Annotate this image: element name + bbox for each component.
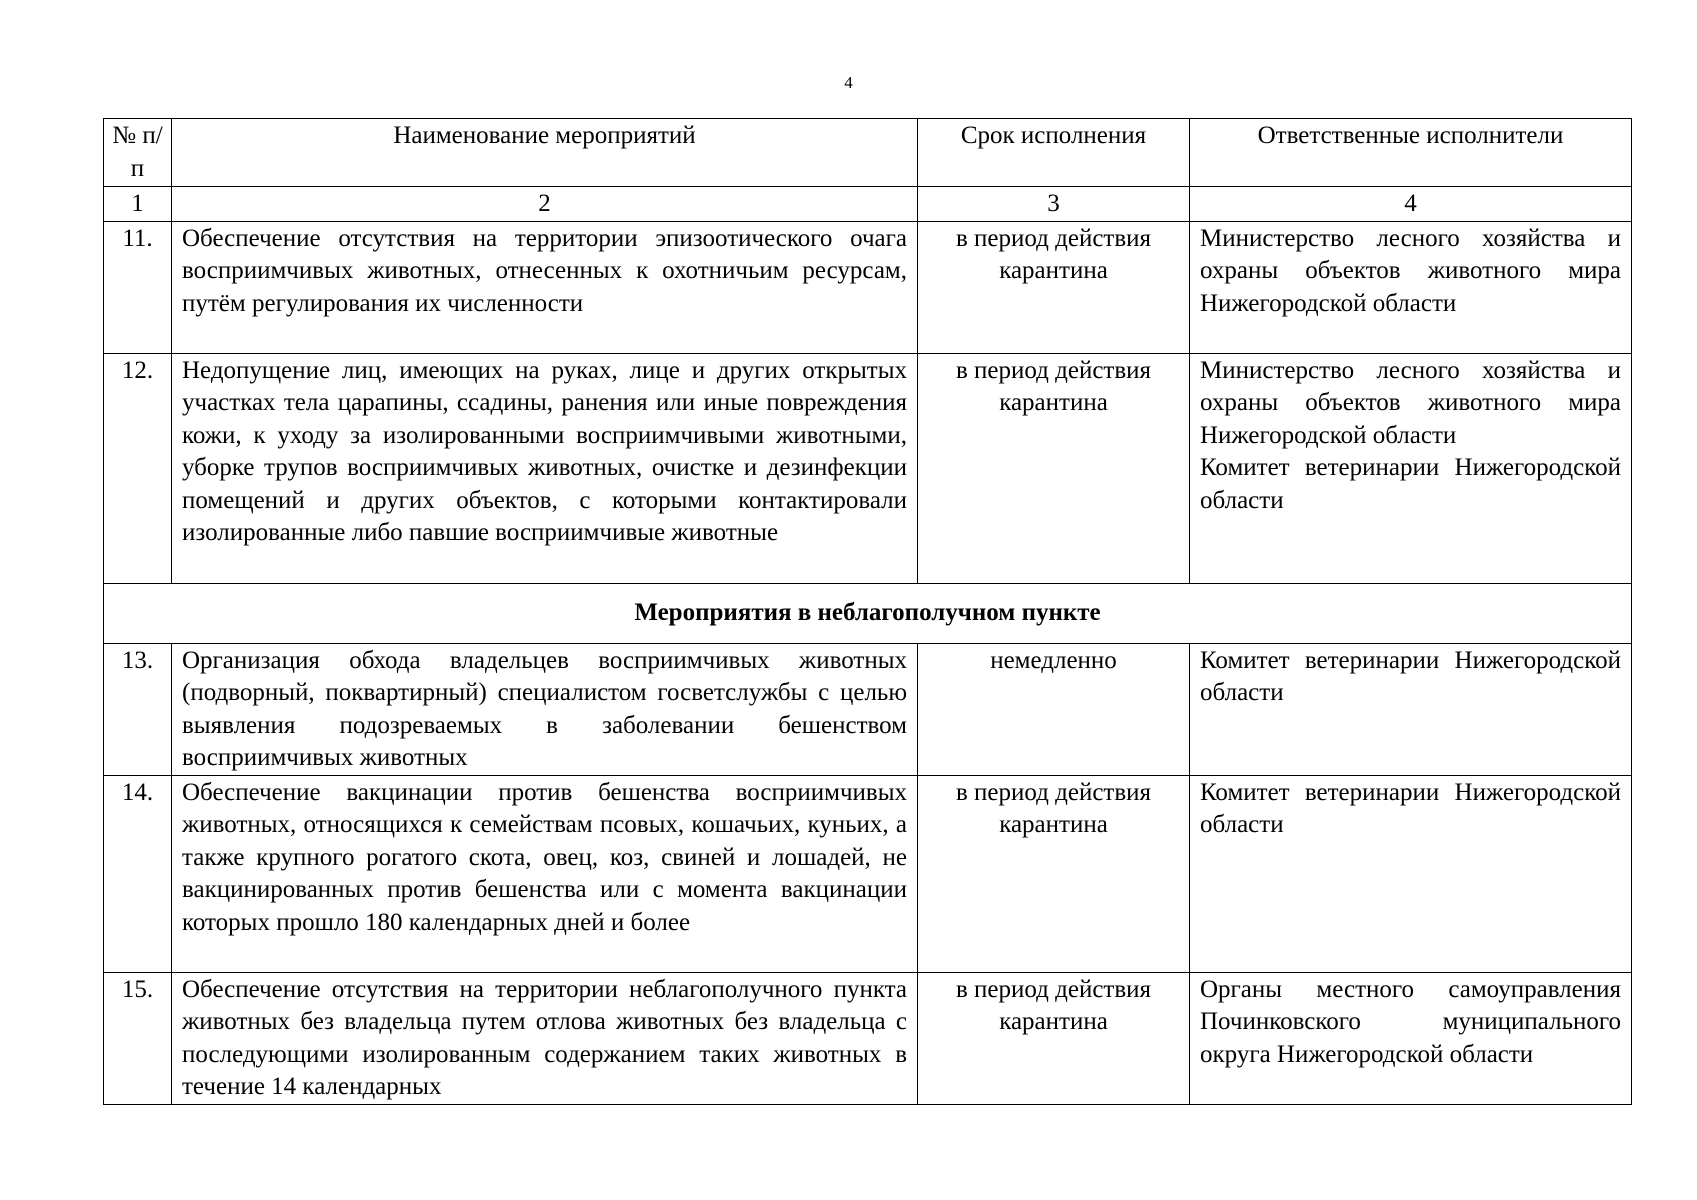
responsible (1190, 353, 1632, 583)
responsible-line: Министерство лесного хозяйства и охраны объектов животного мира Нижегородской области (1200, 224, 1621, 317)
deadline: в период действия карантина (918, 353, 1190, 583)
table-row (104, 643, 1632, 775)
table-row (104, 353, 1632, 583)
responsible (1190, 221, 1632, 353)
table-row (104, 775, 1632, 972)
deadline: в период действия карантина (918, 972, 1190, 1104)
row-number: 14. (104, 775, 172, 972)
activities-table (103, 118, 1632, 1105)
row-number: 13. (104, 643, 172, 775)
activity-name: Обеспечение вакцинации против бешенства восприимчивых животных, относящихся к семействам псовых, кошачьих, куньих, а также крупного рогатого скота, овец, коз, свиней и лошадей, не вакцинированных против бешенства или с момента вакцинации которых прошло 180 календарных дней и более (172, 775, 918, 972)
table-row (104, 221, 1632, 353)
activity-name: Недопущение лиц, имеющих на руках, лице и других открытых участках тела царапины, ссадины, ранения или иные повреждения кожи, к уходу за изолированными восприимчивыми животными, уборке трупов восприимчивых животных, очистке и дезинфекции помещений и других объектов, с которыми контактировали изолированные либо павшие восприимчивые животные (172, 353, 918, 583)
row-number: 12. (104, 353, 172, 583)
header-activity-name: Наименование мероприятий (172, 119, 918, 187)
deadline: в период действия карантина (918, 775, 1190, 972)
header-responsible: Ответственные исполнители (1190, 119, 1632, 187)
responsible-line: Комитет ветеринарии Нижегородской области (1200, 778, 1621, 838)
responsible-line: Органы местного самоуправления Починковского муниципального округа Нижегородской области (1200, 975, 1621, 1068)
responsible (1190, 972, 1632, 1104)
row-number: 15. (104, 972, 172, 1104)
responsible-line: Комитет ветеринарии Нижегородской области (1200, 646, 1621, 706)
section-title: Мероприятия в неблагополучном пункте (104, 583, 1632, 643)
activity-name: Обеспечение отсутствия на территории эпизоотического очага восприимчивых животных, отнесенных к охотничьим ресурсам, путём регулирования их численности (172, 221, 918, 353)
activity-name: Организация обхода владельцев восприимчивых животных (подворный, поквартирный) специалистом госветслужбы с целью выявления подозреваемых в заболевании бешенством восприимчивых животных (172, 643, 918, 775)
responsible-line: Комитет ветеринарии Нижегородской области (1200, 454, 1621, 514)
header-number: № п/п (104, 119, 172, 187)
column-index: 1 (104, 187, 172, 222)
responsible-line: Министерство лесного хозяйства и охраны объектов животного мира Нижегородской области (1200, 356, 1621, 449)
table-header-row (104, 119, 1632, 187)
column-index: 4 (1190, 187, 1632, 222)
table-row (104, 972, 1632, 1104)
section-row (104, 583, 1632, 643)
page-number: 4 (844, 73, 853, 92)
activity-name: Обеспечение отсутствия на территории неблагополучного пункта животных без владельца путем отлова животных без владельца с последующими изолированным содержанием таких животных в течение 14 календарных (172, 972, 918, 1104)
deadline: немедленно (918, 643, 1190, 775)
header-deadline: Срок исполнения (918, 119, 1190, 187)
responsible (1190, 643, 1632, 775)
responsible (1190, 775, 1632, 972)
column-index-row (104, 187, 1632, 222)
deadline: в период действия карантина (918, 221, 1190, 353)
row-number: 11. (104, 221, 172, 353)
column-index: 2 (172, 187, 918, 222)
column-index: 3 (918, 187, 1190, 222)
